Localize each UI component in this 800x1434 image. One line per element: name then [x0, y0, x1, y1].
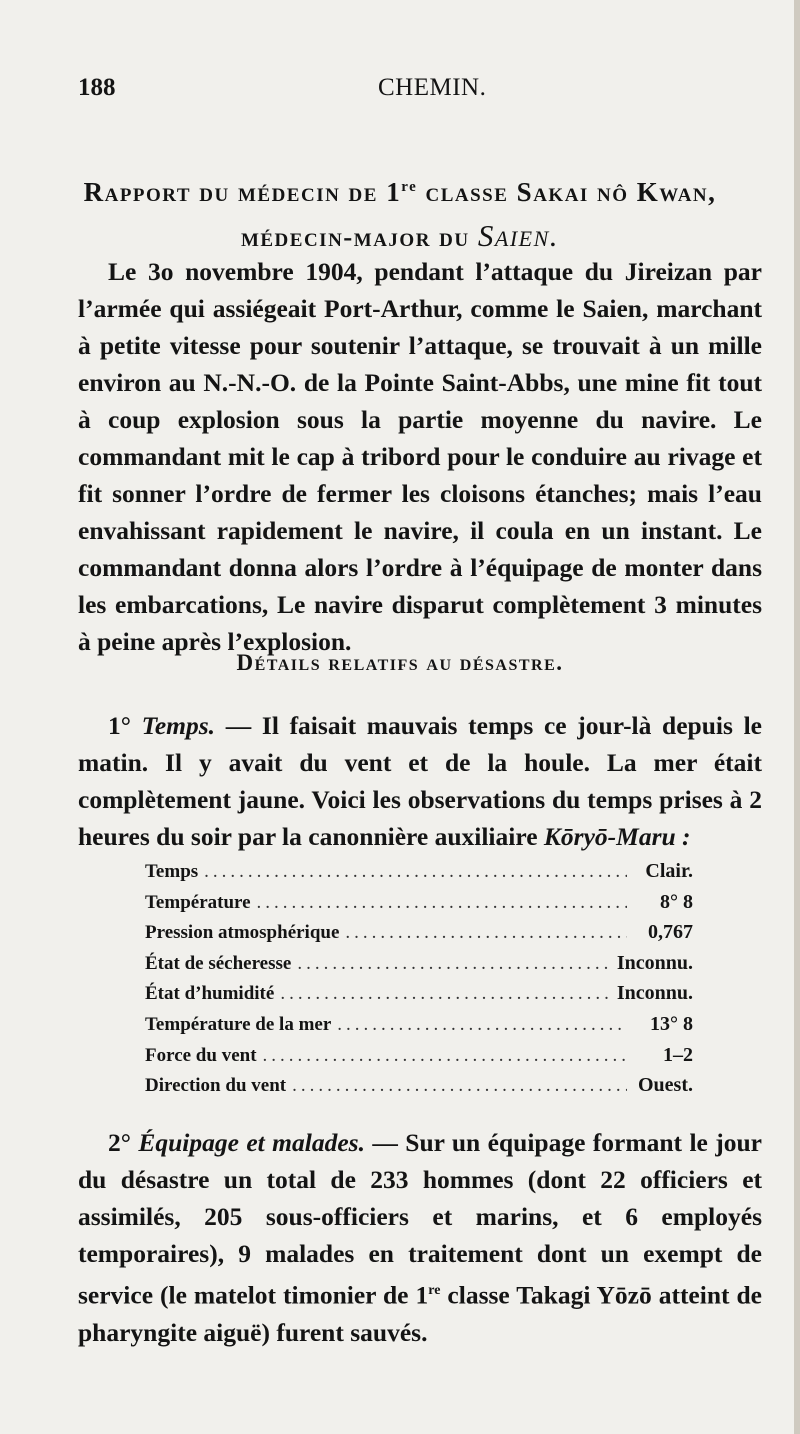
- observation-value: Clair.: [645, 860, 693, 882]
- observation-row: [145, 952, 693, 983]
- dot-leader: [345, 922, 627, 944]
- ship-name: Saien.: [477, 218, 560, 253]
- observation-row: [145, 1074, 693, 1105]
- observation-value: 13° 8: [650, 1012, 693, 1035]
- observation-row: [145, 921, 693, 952]
- crew-sup: re: [428, 1283, 441, 1298]
- dot-leader: [292, 1075, 627, 1097]
- dot-leader: [257, 892, 627, 914]
- observation-value: 8° 8: [660, 890, 693, 913]
- running-title: CHEMIN.: [378, 74, 487, 101]
- observation-row: [145, 982, 693, 1013]
- observation-row: [145, 860, 693, 891]
- dot-leader: [297, 953, 611, 975]
- crew-label: Équipage et malades.: [138, 1128, 365, 1157]
- weather-label: Temps.: [141, 711, 216, 740]
- observation-value: 0,767: [648, 921, 693, 944]
- observation-row: [145, 891, 693, 922]
- report-title-line-2: médecin-major du Saien.: [240, 218, 560, 253]
- scan-edge: [794, 0, 800, 1434]
- report-title: [60, 165, 740, 259]
- dot-leader: [337, 1014, 627, 1036]
- observation-value: 1–2: [663, 1043, 693, 1066]
- intro-paragraph: Le 3o novembre 1904, pendant l’attaque du Jireizan par l’armée qui assiégeait Port-Arthur, comme le Saien, marchant à petite vitesse pour soutenir l’attaque, se trouvait à un mille environ au N.-N.-O. de la Pointe Saint-Abbs, une mine fit tout à coup explosion sous la partie moyenne du navire. Le commandant mit le cap à tribord pour le conduire au rivage et fit sonner l’ordre de fermer les cloisons étanches; mais l’eau envahissant rapidement le navire, il coula en un instant. Le commandant donna alors l’ordre à l’équipage de monter dans les embarcations, Le navire disparut complètement 3 minutes à peine après l’explosion.: [78, 257, 762, 656]
- crew-paragraph: [78, 1124, 762, 1351]
- observation-label: Force du vent: [145, 1044, 257, 1066]
- weather-paragraph: [78, 707, 762, 855]
- observation-label: État de sécheresse: [145, 952, 292, 974]
- observation-label: Direction du vent: [145, 1075, 287, 1097]
- observation-label: Température: [145, 891, 251, 913]
- running-head: [78, 74, 740, 110]
- crew-number: 2°: [108, 1128, 131, 1157]
- observation-value: Inconnu.: [616, 951, 693, 974]
- crew-text: — Sur un équipage formant le jour du désastre un total de 233 hommes (dont 22 officiers et assimilés, 205 sous-officiers et marins, et 6 employés temporaires), 9 malades en traitement dont un exempt de service (le matelot timonier de 1: [78, 1128, 762, 1310]
- page-number: 188: [78, 74, 116, 101]
- observations-table: [145, 860, 693, 1105]
- dot-leader: [263, 1045, 627, 1067]
- weather-text: — Il faisait mauvais temps ce jour-là depuis le matin. Il y avait du vent et de la houle. La mer était complètement jaune. Voici les observations du temps prises à 2 heures du soir par la canonnière auxiliaire: [78, 711, 762, 851]
- dot-leader: [280, 983, 611, 1005]
- observation-label: Temps: [145, 861, 199, 882]
- observation-label: Température de la mer: [145, 1013, 332, 1035]
- dot-leader: [204, 861, 627, 883]
- report-title-line-1: Rapport du médecin de 1re classe Sakai nô Kwan,: [83, 177, 717, 207]
- observation-row: [145, 1013, 693, 1044]
- observation-value: Ouest.: [638, 1074, 693, 1097]
- observation-label: État d’humidité: [145, 983, 275, 1005]
- observation-value: Inconnu.: [616, 982, 693, 1005]
- observation-label: Pression atmosphérique: [145, 922, 340, 944]
- section-heading: Détails relatifs au désastre.: [236, 650, 564, 675]
- weather-ship: Kōryō-Maru :: [543, 822, 691, 851]
- crew-text-2: classe Takagi Yōzō atteint de pharyngite aiguë) furent sauvés.: [78, 1280, 762, 1347]
- observation-row: [145, 1044, 693, 1075]
- weather-number: 1°: [108, 711, 131, 740]
